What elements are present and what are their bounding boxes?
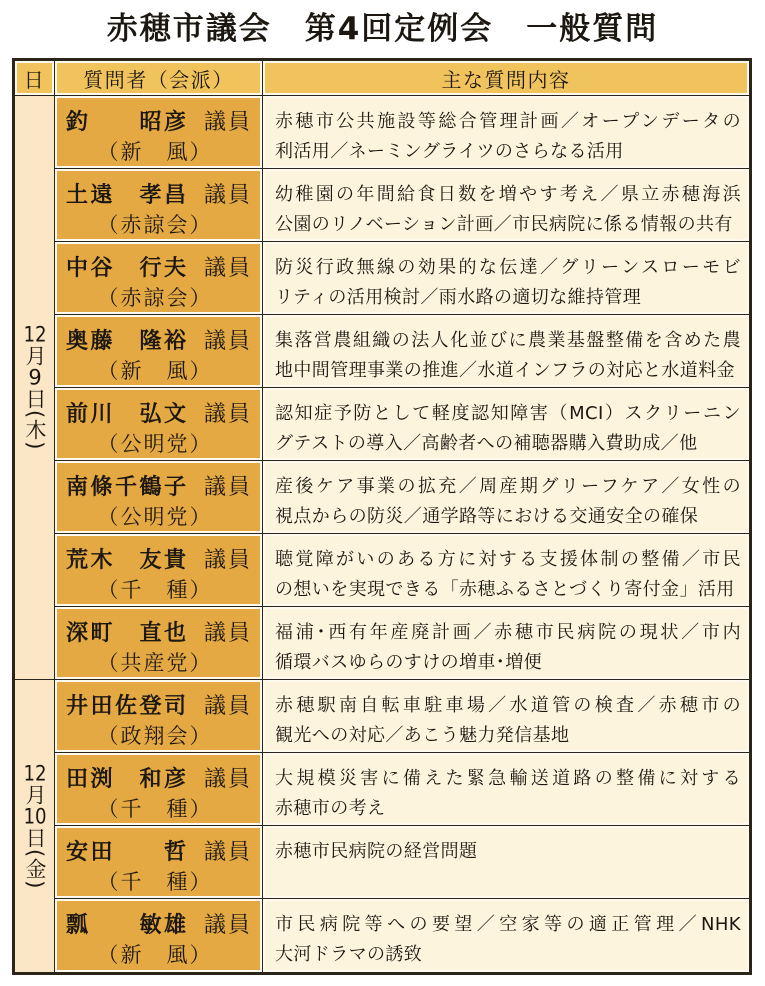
topic-cell xyxy=(263,899,749,972)
member-faction: （赤諒会） xyxy=(97,286,213,310)
topic-cell xyxy=(263,826,749,899)
topic-cell xyxy=(263,169,749,242)
member-faction: （新 風） xyxy=(97,943,213,967)
member-name: 井田佐登司 xyxy=(66,693,189,719)
date-weekday: (木) xyxy=(23,410,47,451)
member-cell xyxy=(55,826,263,899)
member-faction: （共産党） xyxy=(97,651,213,675)
topic-line: 集落営農組織の法人化並びに農業基盤整備を含めた農 xyxy=(275,330,741,351)
member-title: 議員 xyxy=(203,547,252,573)
topic-line: 産後ケア事業の拡充／周産期グリーフケア／女性の xyxy=(275,476,741,497)
date-weekday: (金) xyxy=(23,848,47,890)
topic-cell xyxy=(263,315,749,388)
header-topics: 主な質問内容 xyxy=(263,61,749,96)
member-title: 議員 xyxy=(203,766,252,792)
header-day: 日 xyxy=(15,61,55,96)
topic-cell xyxy=(263,461,749,534)
topic-line: 防災行政無線の効果的な伝達／グリーンスローモビ xyxy=(275,257,741,278)
topic-line: リティの活用検討／雨水路の適切な維持管理 xyxy=(275,287,642,308)
member-title: 議員 xyxy=(203,912,252,938)
member-name-line xyxy=(66,907,252,939)
topic-line: 市民病院等への要望／空家等の適正管理／NHK xyxy=(275,914,741,935)
member-faction: （千 種） xyxy=(97,797,213,821)
date-day-unit: 日 xyxy=(23,826,47,849)
topic-line: 大規模災害に備えた緊急輸送道路の整備に対する xyxy=(275,768,741,789)
member-title: 議員 xyxy=(203,839,252,865)
member-faction: （新 風） xyxy=(97,359,213,383)
member-cell xyxy=(55,753,263,826)
topic-cell xyxy=(263,607,749,680)
member-cell xyxy=(55,96,263,169)
member-name: 瓢 敏雄 xyxy=(66,912,189,938)
member-title: 議員 xyxy=(203,182,252,208)
page-title: 赤穂市議会 第4回定例会 一般質問 xyxy=(106,11,659,47)
member-name-line xyxy=(66,834,252,866)
member-title: 議員 xyxy=(203,620,252,646)
member-title: 議員 xyxy=(203,474,252,500)
member-name-line xyxy=(66,396,252,428)
topic-line: 利活用／ネーミングライツのさらなる活用 xyxy=(275,141,624,162)
header-member: 質問者（会派） xyxy=(55,61,263,96)
topic-line: 赤穂市の考え xyxy=(275,798,386,819)
topic-line: 赤穂駅南自転車駐車場／水道管の検査／赤穂市の xyxy=(275,695,741,716)
member-cell xyxy=(55,461,263,534)
topic-line: 循環バスゆらのすけの増車･増便 xyxy=(275,652,542,673)
topic-line: 赤穂市公共施設等総合管理計画／オープンデータの xyxy=(275,111,741,132)
topic-line: 認知症予防として軽度認知障害（MCI）スクリーニン xyxy=(275,403,741,424)
topic-line: 幼稚園の年間給食日数を増やす考え／県立赤穂海浜 xyxy=(275,184,741,205)
member-title: 議員 xyxy=(203,109,252,135)
member-faction: （公明党） xyxy=(97,432,213,456)
member-name: 荒木 友貴 xyxy=(66,547,189,573)
member-name-line xyxy=(66,688,252,720)
member-cell xyxy=(55,315,263,388)
member-cell xyxy=(55,534,263,607)
member-name-line xyxy=(66,469,252,501)
member-faction: （赤諒会） xyxy=(97,213,213,237)
topic-line: 福浦･西有年産廃計画／赤穂市民病院の現状／市内 xyxy=(275,622,741,643)
member-title: 議員 xyxy=(203,328,252,354)
member-cell xyxy=(55,607,263,680)
member-name: 田渕 和彦 xyxy=(66,766,189,792)
topic-line: 公園のリノベーション計画／市民病院に係る情報の共有 xyxy=(275,214,733,235)
topic-cell xyxy=(263,680,749,753)
member-title: 議員 xyxy=(203,255,252,281)
member-faction: （千 種） xyxy=(97,870,213,894)
topic-cell xyxy=(263,388,749,461)
topic-line: 地中間管理事業の推進／水道インフラの対応と水道料金 xyxy=(275,360,735,381)
member-title: 議員 xyxy=(203,401,252,427)
member-cell xyxy=(55,388,263,461)
topic-line: 観光への対応／あこう魅力発信基地 xyxy=(275,725,570,746)
member-name-line xyxy=(66,177,252,209)
member-name: 安田 哲 xyxy=(66,839,189,865)
topic-line: の想いを実現できる「赤穂ふるさとづくり寄付金」活用 xyxy=(275,579,735,600)
date-label xyxy=(24,763,45,889)
topic-cell xyxy=(263,534,749,607)
member-name-line xyxy=(66,104,252,136)
date-label xyxy=(24,324,45,450)
member-name: 釣 昭彦 xyxy=(66,109,189,135)
date-month-unit: 月 xyxy=(23,345,47,368)
member-name-line xyxy=(66,250,252,282)
member-cell xyxy=(55,899,263,972)
member-name-line xyxy=(66,542,252,574)
topic-line: 赤穂市民病院の経営問題 xyxy=(275,841,478,862)
member-name: 土遠 孝昌 xyxy=(66,182,189,208)
member-name: 深町 直也 xyxy=(66,620,189,646)
member-cell xyxy=(55,169,263,242)
date-month: 12 xyxy=(23,762,47,784)
member-faction: （公明党） xyxy=(97,505,213,529)
topic-line: 聴覚障がいのある方に対する支援体制の整備／市民 xyxy=(275,549,741,570)
topic-line: 大河ドラマの誘致 xyxy=(275,944,423,965)
date-month-unit: 月 xyxy=(23,783,47,806)
member-cell xyxy=(55,242,263,315)
member-faction: （新 風） xyxy=(97,140,213,164)
date-cell xyxy=(15,96,55,680)
schedule-table xyxy=(12,58,752,975)
date-day: 10 xyxy=(23,805,47,827)
member-cell xyxy=(55,680,263,753)
member-faction: （千 種） xyxy=(97,578,213,602)
topic-line: 視点からの防災／通学路等における交通安全の確保 xyxy=(275,506,699,527)
member-faction: （政翔会） xyxy=(97,724,213,748)
member-name-line xyxy=(66,615,252,647)
date-day: 9 xyxy=(28,367,42,389)
member-name: 中谷 行夫 xyxy=(66,255,189,281)
member-name: 南條千鶴子 xyxy=(66,474,189,500)
topic-cell xyxy=(263,96,749,169)
date-month: 12 xyxy=(23,324,47,346)
member-name: 前川 弘文 xyxy=(66,401,189,427)
topic-cell xyxy=(263,242,749,315)
member-name-line xyxy=(66,761,252,793)
topic-line: グテストの導入／高齢者への補聴器購入費助成／他 xyxy=(275,433,698,454)
topic-cell xyxy=(263,753,749,826)
date-day-unit: 日 xyxy=(23,388,47,411)
date-cell xyxy=(15,680,55,972)
member-name-line xyxy=(66,323,252,355)
member-title: 議員 xyxy=(203,693,252,719)
member-name: 奥藤 隆裕 xyxy=(66,328,189,354)
